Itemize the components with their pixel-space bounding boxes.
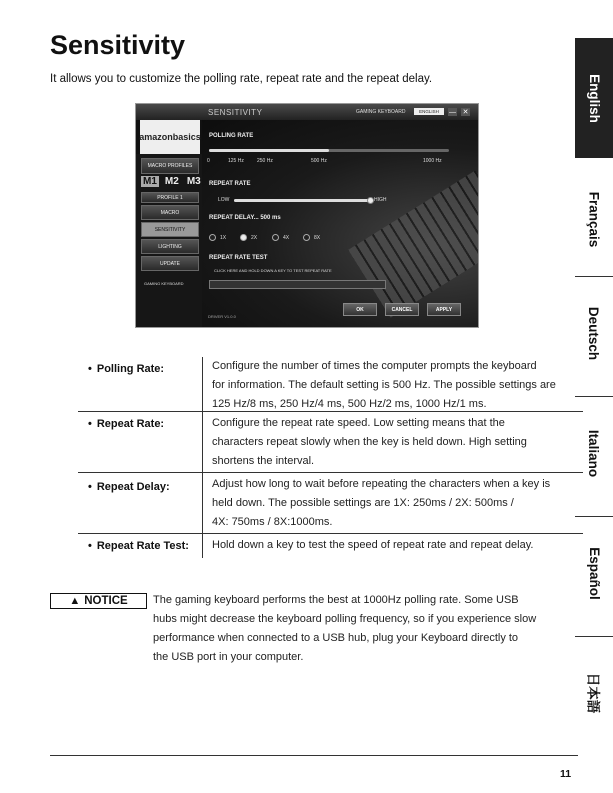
- apply-button[interactable]: APPLY: [427, 303, 461, 316]
- repeat-delay-heading: REPEAT DELAY... 500 ms: [209, 215, 281, 221]
- version-label: DRIVER V1.0.0: [208, 314, 236, 319]
- polling-tick: 500 Hz: [311, 158, 327, 164]
- tab-divider: [575, 516, 613, 517]
- software-screenshot: [135, 103, 479, 328]
- ok-button[interactable]: OK: [343, 303, 377, 316]
- term-description: Configure the repeat rate speed. Low setting means that the characters repeat slowly when the key is held down. High setting shortens the interval.: [212, 417, 527, 467]
- m2-button[interactable]: M2: [164, 176, 179, 187]
- sidebar-item-lighting[interactable]: LIGHTING: [141, 239, 199, 254]
- delay-label: 4X: [283, 235, 290, 241]
- tab-espanol[interactable]: Español: [586, 546, 602, 600]
- intro-text: It allows you to customize the polling rate, repeat rate and the repeat delay.: [50, 73, 433, 85]
- term-description: Adjust how long to wait before repeating the characters when a key is held down. The possible settings are 1X: 250ms / 2X: 500ms / 4X: 750ms / 8X:1000ms.: [212, 478, 551, 528]
- tab-deutsch[interactable]: Deutsch: [586, 306, 602, 360]
- repeat-rate-slider[interactable]: [234, 199, 369, 202]
- repeat-test-input[interactable]: [209, 280, 386, 289]
- term-label: • Repeat Delay:: [88, 481, 170, 493]
- table-divider: [202, 357, 203, 558]
- term-label: • Repeat Rate:: [88, 418, 164, 430]
- polling-tick: 125 Hz: [228, 158, 244, 164]
- polling-rate-heading: POLLING RATE: [209, 133, 254, 139]
- tab-japanese[interactable]: 日本語: [585, 672, 600, 714]
- minimize-button[interactable]: —: [449, 108, 456, 116]
- term-label: • Polling Rate:: [88, 363, 164, 375]
- delay-label: 2X: [251, 235, 258, 241]
- close-button[interactable]: ✕: [462, 109, 469, 116]
- polling-tick: 0: [207, 158, 210, 164]
- m3-button[interactable]: M3: [186, 176, 201, 187]
- language-select[interactable]: ENGLISH: [414, 108, 444, 115]
- row-separator: [78, 472, 583, 473]
- delay-radio-1x[interactable]: [209, 234, 216, 241]
- m-key-row: [141, 176, 207, 187]
- m1-button[interactable]: M1: [143, 176, 157, 187]
- delay-radio-8x[interactable]: [303, 234, 310, 241]
- repeat-rate-knob[interactable]: [367, 197, 374, 204]
- repeat-rate-heading: REPEAT RATE: [209, 181, 251, 187]
- delay-label: 8X: [314, 235, 321, 241]
- tab-divider: [575, 396, 613, 397]
- polling-tick: 250 Hz: [257, 158, 273, 164]
- tab-francais[interactable]: Français: [586, 191, 602, 247]
- repeat-test-hint: CLICK HERE AND HOLD DOWN A KEY TO TEST REPEAT RATE: [214, 268, 332, 273]
- repeat-test-heading: REPEAT RATE TEST: [209, 255, 268, 261]
- sidebar-item-update[interactable]: UPDATE: [141, 256, 199, 271]
- term-description: Configure the number of times the computer prompts the keyboard for information. The default setting is 500 Hz. The possible settings are 125 Hz/8 ms, 250 Hz/4 ms, 500 Hz/2 ms, 1000 Hz/1 ms.: [212, 360, 556, 410]
- window-title: SENSITIVITY: [208, 108, 263, 117]
- tab-italiano[interactable]: Italiano: [586, 429, 602, 477]
- repeat-rate-low: LOW: [218, 197, 230, 203]
- polling-rate-slider[interactable]: [209, 149, 449, 152]
- tab-english[interactable]: English: [575, 38, 613, 158]
- repeat-rate-high: HIGH: [374, 197, 387, 203]
- term-description: Hold down a key to test the speed of repeat rate and repeat delay.: [212, 539, 534, 551]
- polling-tick: 1000 Hz: [423, 158, 442, 164]
- sidebar-item-sensitivity[interactable]: SENSITIVITY: [141, 222, 199, 237]
- profile-select[interactable]: PROFILE 1: [141, 192, 199, 203]
- delay-radio-4x[interactable]: [272, 234, 279, 241]
- page-number: 11: [560, 768, 572, 780]
- sidebar-item-macro[interactable]: MACRO: [141, 205, 199, 220]
- brand-logo: amazonbasics: [140, 120, 200, 154]
- notice-text: The gaming keyboard performs the best at 1000Hz polling rate. Some USB hubs might decrease the keyboard polling frequency, so if you experience slow performance when connected to a USB hub, plug your Keyboard directly to the USB port in your computer.: [153, 594, 537, 663]
- tab-divider: [575, 276, 613, 277]
- device-name: GAMING KEYBOARD: [144, 281, 184, 286]
- page-title: Sensitivity: [50, 30, 186, 60]
- warning-icon: ▲: [69, 595, 81, 607]
- delay-label: 1X: [220, 235, 227, 241]
- cancel-button[interactable]: CANCEL: [385, 303, 419, 316]
- notice-badge: ▲ NOTICE: [50, 593, 147, 609]
- tab-divider: [575, 636, 613, 637]
- delay-radio-2x[interactable]: [240, 234, 247, 241]
- row-separator: [78, 533, 583, 534]
- macro-profiles-button[interactable]: MACRO PROFILES: [141, 158, 199, 174]
- device-label: GAMING KEYBOARD: [356, 109, 406, 115]
- footer-divider: [50, 755, 578, 756]
- term-label: • Repeat Rate Test:: [88, 540, 189, 552]
